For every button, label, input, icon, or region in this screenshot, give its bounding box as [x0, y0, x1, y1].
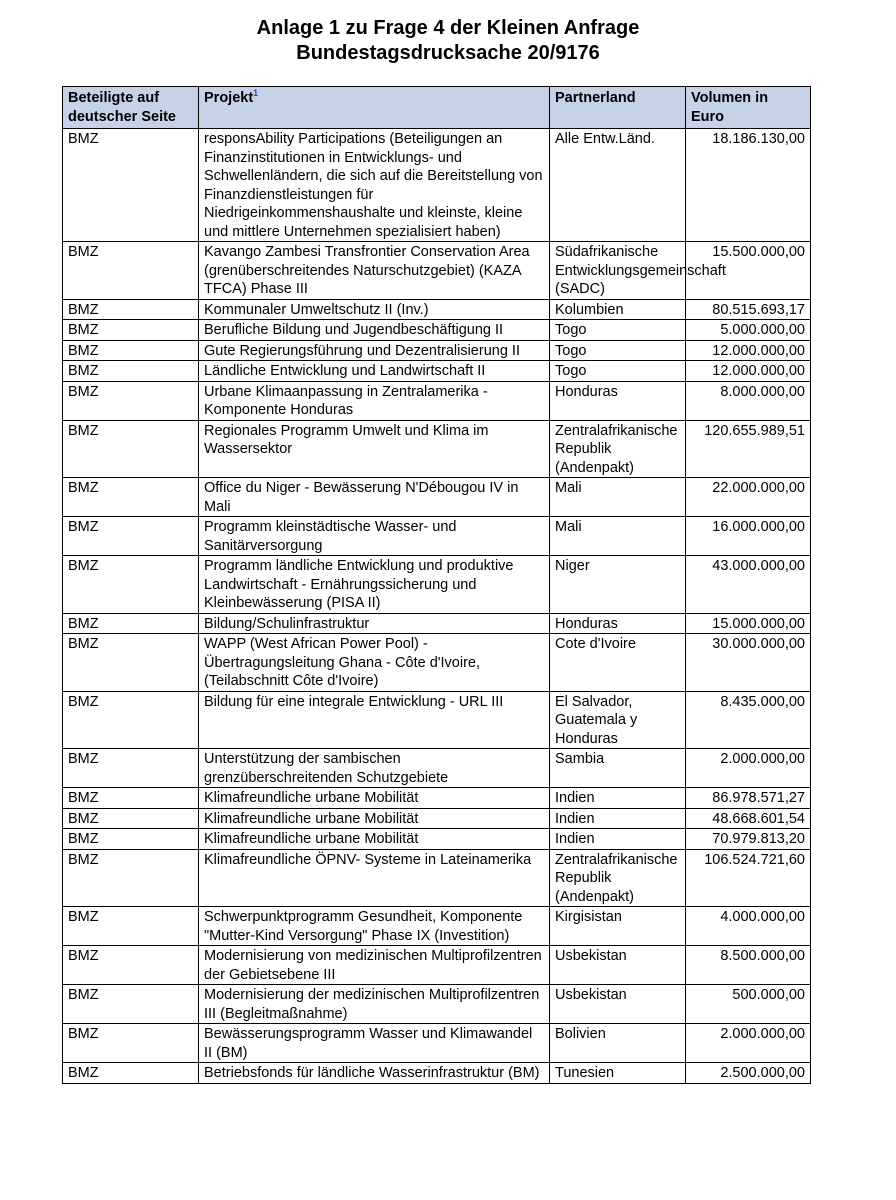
cell-volumen: 8.500.000,00: [686, 946, 811, 985]
cell-volumen: 5.000.000,00: [686, 320, 811, 341]
table-row: [63, 478, 811, 517]
table-row: [63, 556, 811, 614]
cell-volumen: 8.000.000,00: [686, 381, 811, 420]
table-row: [63, 381, 811, 420]
cell-partnerland: Usbekistan: [550, 946, 686, 985]
table-row: [63, 361, 811, 382]
table-row: [63, 749, 811, 788]
table-header: [63, 87, 811, 129]
cell-projekt: Ländliche Entwicklung und Landwirtschaft II: [199, 361, 550, 382]
cell-projekt: WAPP (West African Power Pool) - Übertragungsleitung Ghana - Côte d'Ivoire, (Teilabschnitt Côte d'Ivoire): [199, 634, 550, 692]
cell-partnerland: Mali: [550, 478, 686, 517]
cell-projekt: Schwerpunktprogramm Gesundheit, Komponente "Mutter-Kind Versorgung" Phase IX (Investition): [199, 907, 550, 946]
cell-beteiligte: BMZ: [63, 361, 199, 382]
cell-partnerland: Cote d'Ivoire: [550, 634, 686, 692]
cell-volumen: 15.000.000,00: [686, 613, 811, 634]
table-row: [63, 242, 811, 300]
cell-volumen: 12.000.000,00: [686, 340, 811, 361]
cell-beteiligte: BMZ: [63, 985, 199, 1024]
table-row: [63, 320, 811, 341]
table-row: [63, 299, 811, 320]
table-row: [63, 946, 811, 985]
header-partnerland: Partnerland: [550, 87, 686, 129]
cell-beteiligte: BMZ: [63, 1024, 199, 1063]
cell-beteiligte: BMZ: [63, 634, 199, 692]
cell-partnerland: Zentralafrikanische Republik (Andenpakt): [550, 420, 686, 478]
cell-projekt: Klimafreundliche ÖPNV- Systeme in Lateinamerika: [199, 849, 550, 907]
cell-projekt: Kommunaler Umweltschutz II (Inv.): [199, 299, 550, 320]
cell-beteiligte: BMZ: [63, 420, 199, 478]
cell-volumen: 500.000,00: [686, 985, 811, 1024]
cell-volumen: 30.000.000,00: [686, 634, 811, 692]
cell-partnerland: Niger: [550, 556, 686, 614]
table-row: [63, 634, 811, 692]
cell-volumen: 120.655.989,51: [686, 420, 811, 478]
table-row: [63, 1024, 811, 1063]
cell-projekt: Bildung für eine integrale Entwicklung - URL III: [199, 691, 550, 749]
cell-volumen: 80.515.693,17: [686, 299, 811, 320]
cell-volumen: 16.000.000,00: [686, 517, 811, 556]
cell-partnerland: Alle Entw.Länd.: [550, 129, 686, 242]
cell-partnerland: Togo: [550, 340, 686, 361]
table-row: [63, 849, 811, 907]
cell-volumen: 2.500.000,00: [686, 1063, 811, 1084]
cell-projekt: Urbane Klimaanpassung in Zentralamerika - Komponente Honduras: [199, 381, 550, 420]
table-row: [63, 788, 811, 809]
cell-beteiligte: BMZ: [63, 556, 199, 614]
cell-projekt: Bildung/Schulinfrastruktur: [199, 613, 550, 634]
cell-projekt: Modernisierung der medizinischen Multiprofilzentren III (Begleitmaßnahme): [199, 985, 550, 1024]
table-row: [63, 691, 811, 749]
cell-partnerland: Togo: [550, 320, 686, 341]
table-row: [63, 340, 811, 361]
cell-partnerland: Mali: [550, 517, 686, 556]
cell-volumen: 70.979.813,20: [686, 829, 811, 850]
cell-partnerland: El Salvador, Guatemala y Honduras: [550, 691, 686, 749]
cell-volumen: 2.000.000,00: [686, 749, 811, 788]
table-row: [63, 829, 811, 850]
cell-beteiligte: BMZ: [63, 691, 199, 749]
header-projekt: [199, 87, 550, 129]
cell-beteiligte: BMZ: [63, 381, 199, 420]
cell-projekt: Office du Niger - Bewässerung N'Débougou IV in Mali: [199, 478, 550, 517]
cell-partnerland: Indien: [550, 829, 686, 850]
project-table: [62, 86, 811, 1084]
cell-beteiligte: BMZ: [63, 299, 199, 320]
cell-partnerland: Sambia: [550, 749, 686, 788]
cell-projekt: Gute Regierungsführung und Dezentralisierung II: [199, 340, 550, 361]
cell-beteiligte: BMZ: [63, 808, 199, 829]
cell-projekt: Klimafreundliche urbane Mobilität: [199, 788, 550, 809]
cell-projekt: Programm ländliche Entwicklung und produktive Landwirtschaft - Ernährungssicherung und Kleinbewässerung (PISA II): [199, 556, 550, 614]
table-row: [63, 1063, 811, 1084]
cell-projekt: Betriebsfonds für ländliche Wasserinfrastruktur (BM): [199, 1063, 550, 1084]
table-body: [63, 129, 811, 1084]
cell-partnerland: Tunesien: [550, 1063, 686, 1084]
cell-beteiligte: BMZ: [63, 1063, 199, 1084]
cell-partnerland: Honduras: [550, 381, 686, 420]
cell-volumen: 4.000.000,00: [686, 907, 811, 946]
cell-beteiligte: BMZ: [63, 242, 199, 300]
header-row: [63, 87, 811, 129]
cell-volumen: 22.000.000,00: [686, 478, 811, 517]
cell-partnerland: Bolivien: [550, 1024, 686, 1063]
cell-volumen: 106.524.721,60: [686, 849, 811, 907]
title-line-2: Bundestagsdrucksache 20/9176: [296, 42, 600, 64]
cell-beteiligte: BMZ: [63, 907, 199, 946]
cell-projekt: Berufliche Bildung und Jugendbeschäftigung II: [199, 320, 550, 341]
cell-beteiligte: BMZ: [63, 749, 199, 788]
cell-volumen: 86.978.571,27: [686, 788, 811, 809]
cell-beteiligte: BMZ: [63, 517, 199, 556]
footnote-link[interactable]: 1: [253, 88, 259, 99]
cell-partnerland: Kolumbien: [550, 299, 686, 320]
document-title: [0, 16, 896, 66]
cell-projekt: Klimafreundliche urbane Mobilität: [199, 829, 550, 850]
cell-volumen: 15.500.000,00: [686, 242, 811, 300]
table-row: [63, 985, 811, 1024]
table-row: [63, 907, 811, 946]
cell-volumen: 43.000.000,00: [686, 556, 811, 614]
cell-volumen: 48.668.601,54: [686, 808, 811, 829]
cell-volumen: 2.000.000,00: [686, 1024, 811, 1063]
cell-projekt: responsAbility Participations (Beteiligungen an Finanzinstitutionen in Entwicklungs- und Schwellenländern, die sich auf die Bereitstellung von Finanzdienstleistungen für Niedrigeinkommenshaushalte und kleinste, kleine und mittlere Unternehmen spezialisiert haben): [199, 129, 550, 242]
cell-beteiligte: BMZ: [63, 320, 199, 341]
table-row: [63, 808, 811, 829]
title-line-1: Anlage 1 zu Frage 4 der Kleinen Anfrage: [256, 17, 640, 39]
cell-beteiligte: BMZ: [63, 946, 199, 985]
table-row: [63, 420, 811, 478]
cell-partnerland: Indien: [550, 808, 686, 829]
cell-partnerland: Südafrikanische Entwicklungsgemeinschaft (SADC): [550, 242, 686, 300]
table-row: [63, 129, 811, 242]
cell-projekt: Modernisierung von medizinischen Multiprofilzentren der Gebietsebene III: [199, 946, 550, 985]
cell-projekt: Klimafreundliche urbane Mobilität: [199, 808, 550, 829]
header-volumen: Volumen in Euro: [686, 87, 811, 129]
cell-partnerland: Indien: [550, 788, 686, 809]
cell-projekt: Kavango Zambesi Transfrontier Conservation Area (grenüberschreitendes Naturschutzgebiet) (KAZA TFCA) Phase III: [199, 242, 550, 300]
header-beteiligte: Beteiligte auf deutscher Seite: [63, 87, 199, 129]
cell-partnerland: Togo: [550, 361, 686, 382]
cell-volumen: 18.186.130,00: [686, 129, 811, 242]
cell-beteiligte: BMZ: [63, 340, 199, 361]
cell-beteiligte: BMZ: [63, 478, 199, 517]
cell-beteiligte: BMZ: [63, 849, 199, 907]
cell-beteiligte: BMZ: [63, 613, 199, 634]
cell-projekt: Unterstützung der sambischen grenzüberschreitenden Schutzgebiete: [199, 749, 550, 788]
cell-projekt: Bewässerungsprogramm Wasser und Klimawandel II (BM): [199, 1024, 550, 1063]
cell-volumen: 8.435.000,00: [686, 691, 811, 749]
cell-volumen: 12.000.000,00: [686, 361, 811, 382]
cell-beteiligte: BMZ: [63, 788, 199, 809]
cell-partnerland: Kirgisistan: [550, 907, 686, 946]
table-row: [63, 613, 811, 634]
header-projekt-label: Projekt: [204, 90, 254, 106]
cell-projekt: Programm kleinstädtische Wasser- und Sanitärversorgung: [199, 517, 550, 556]
cell-beteiligte: BMZ: [63, 829, 199, 850]
cell-partnerland: Usbekistan: [550, 985, 686, 1024]
cell-partnerland: Honduras: [550, 613, 686, 634]
cell-projekt: Regionales Programm Umwelt und Klima im Wassersektor: [199, 420, 550, 478]
cell-beteiligte: BMZ: [63, 129, 199, 242]
table-row: [63, 517, 811, 556]
cell-partnerland: Zentralafrikanische Republik (Andenpakt): [550, 849, 686, 907]
